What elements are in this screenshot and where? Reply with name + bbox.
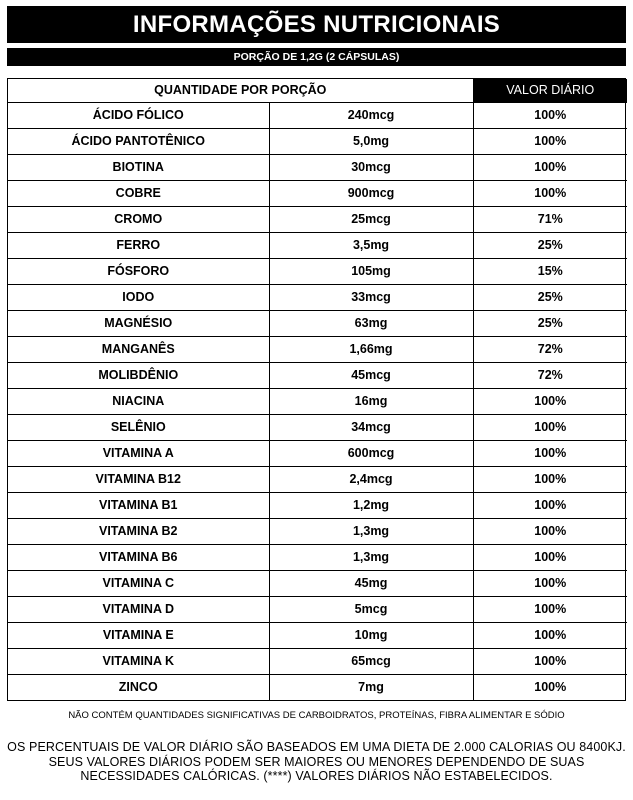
nutrient-amount: 33mcg	[269, 284, 473, 310]
nutrient-daily-value: 100%	[473, 544, 627, 570]
nutrient-amount: 600mcg	[269, 440, 473, 466]
table-row	[8, 128, 627, 154]
nutrient-name: VITAMINA B12	[8, 466, 269, 492]
nutrient-name: CROMO	[8, 206, 269, 232]
nutrient-amount: 34mcg	[269, 414, 473, 440]
nutrient-amount: 25mcg	[269, 206, 473, 232]
table-row	[8, 284, 627, 310]
table-row	[8, 206, 627, 232]
nutrient-amount: 3,5mg	[269, 232, 473, 258]
nutrient-daily-value: 100%	[473, 492, 627, 518]
nutrient-name: VITAMINA E	[8, 622, 269, 648]
nutrient-amount: 45mcg	[269, 362, 473, 388]
table-row	[8, 232, 627, 258]
nutrient-daily-value: 15%	[473, 258, 627, 284]
table-row	[8, 336, 627, 362]
nutrient-name: VITAMINA B1	[8, 492, 269, 518]
nutrient-name: VITAMINA C	[8, 570, 269, 596]
nutrient-daily-value: 100%	[473, 622, 627, 648]
table-row	[8, 154, 627, 180]
nutrient-name: VITAMINA B6	[8, 544, 269, 570]
table-row	[8, 674, 627, 700]
quantity-header: QUANTIDADE POR PORÇÃO	[8, 79, 473, 102]
nutrient-name: SELÊNIO	[8, 414, 269, 440]
nutrient-name: NIACINA	[8, 388, 269, 414]
nutrient-amount: 5mcg	[269, 596, 473, 622]
table-row	[8, 518, 627, 544]
nutrient-amount: 10mg	[269, 622, 473, 648]
nutrient-daily-value: 100%	[473, 674, 627, 700]
nutrient-daily-value: 25%	[473, 232, 627, 258]
nutrient-amount: 63mg	[269, 310, 473, 336]
nutrition-table-container	[7, 78, 626, 701]
nutrient-amount: 1,66mg	[269, 336, 473, 362]
nutrient-amount: 2,4mcg	[269, 466, 473, 492]
nutrient-daily-value: 100%	[473, 518, 627, 544]
nutrient-name: VITAMINA A	[8, 440, 269, 466]
nutrient-name: ZINCO	[8, 674, 269, 700]
nutrient-name: MANGANÊS	[8, 336, 269, 362]
table-row	[8, 622, 627, 648]
table-row	[8, 492, 627, 518]
table-row	[8, 570, 627, 596]
nutrient-daily-value: 100%	[473, 570, 627, 596]
daily-value-header: VALOR DIÁRIO	[473, 79, 627, 102]
page-title: INFORMAÇÕES NUTRICIONAIS	[7, 6, 626, 43]
insignificant-amounts-note: NÃO CONTÉM QUANTIDADES SIGNIFICATIVAS DE CARBOIDRATOS, PROTEÍNAS, FIBRA ALIMENTAR E SÓDIO	[68, 710, 565, 721]
nutrient-amount: 65mcg	[269, 648, 473, 674]
table-row	[8, 180, 627, 206]
table-row	[8, 362, 627, 388]
nutrient-amount: 1,3mg	[269, 544, 473, 570]
nutrient-daily-value: 72%	[473, 336, 627, 362]
nutrition-table	[8, 79, 627, 700]
nutrient-name: ÁCIDO PANTOTÊNICO	[8, 128, 269, 154]
nutrient-name: IODO	[8, 284, 269, 310]
nutrient-amount: 30mcg	[269, 154, 473, 180]
nutrient-daily-value: 100%	[473, 440, 627, 466]
nutrient-name: BIOTINA	[8, 154, 269, 180]
nutrient-daily-value: 100%	[473, 596, 627, 622]
nutrient-name: COBRE	[8, 180, 269, 206]
nutrient-name: MOLIBDÊNIO	[8, 362, 269, 388]
serving-size: PORÇÃO DE 1,2G (2 CÁPSULAS)	[7, 48, 626, 66]
nutrient-name: FERRO	[8, 232, 269, 258]
nutrient-daily-value: 100%	[473, 388, 627, 414]
nutrient-daily-value: 100%	[473, 648, 627, 674]
nutrient-amount: 900mcg	[269, 180, 473, 206]
nutrient-daily-value: 100%	[473, 466, 627, 492]
nutrient-amount: 7mg	[269, 674, 473, 700]
nutrient-amount: 1,3mg	[269, 518, 473, 544]
nutrient-name: VITAMINA D	[8, 596, 269, 622]
nutrient-daily-value: 72%	[473, 362, 627, 388]
table-row	[8, 544, 627, 570]
nutrient-amount: 5,0mg	[269, 128, 473, 154]
table-row	[8, 102, 627, 128]
nutrient-daily-value: 100%	[473, 128, 627, 154]
table-row	[8, 648, 627, 674]
nutrient-daily-value: 100%	[473, 102, 627, 128]
nutrient-daily-value: 71%	[473, 206, 627, 232]
nutrient-daily-value: 25%	[473, 284, 627, 310]
table-row	[8, 440, 627, 466]
table-row	[8, 258, 627, 284]
table-row	[8, 596, 627, 622]
table-row	[8, 388, 627, 414]
nutrient-amount: 240mcg	[269, 102, 473, 128]
table-row	[8, 466, 627, 492]
nutrient-name: FÓSFORO	[8, 258, 269, 284]
nutrient-daily-value: 100%	[473, 154, 627, 180]
table-header-row	[8, 79, 627, 102]
nutrient-amount: 16mg	[269, 388, 473, 414]
nutrient-name: VITAMINA B2	[8, 518, 269, 544]
nutrient-amount: 1,2mg	[269, 492, 473, 518]
nutrient-name: MAGNÉSIO	[8, 310, 269, 336]
table-row	[8, 414, 627, 440]
daily-values-note: OS PERCENTUAIS DE VALOR DIÁRIO SÃO BASEADOS EM UMA DIETA DE 2.000 CALORIAS OU 8400KJ. SEUS VALORES DIÁRIOS PODEM SER MAIORES OU MENORES DEPENDENDO DE SUAS NECESSIDADES CALÓRICAS. (****) VALORES DIÁRIOS NÃO ESTABELECIDOS.	[7, 740, 626, 783]
nutrient-name: ÁCIDO FÓLICO	[8, 102, 269, 128]
nutrient-daily-value: 100%	[473, 414, 627, 440]
nutrient-name: VITAMINA K	[8, 648, 269, 674]
nutrient-daily-value: 25%	[473, 310, 627, 336]
nutrient-amount: 105mg	[269, 258, 473, 284]
nutrient-amount: 45mg	[269, 570, 473, 596]
table-row	[8, 310, 627, 336]
nutrient-daily-value: 100%	[473, 180, 627, 206]
